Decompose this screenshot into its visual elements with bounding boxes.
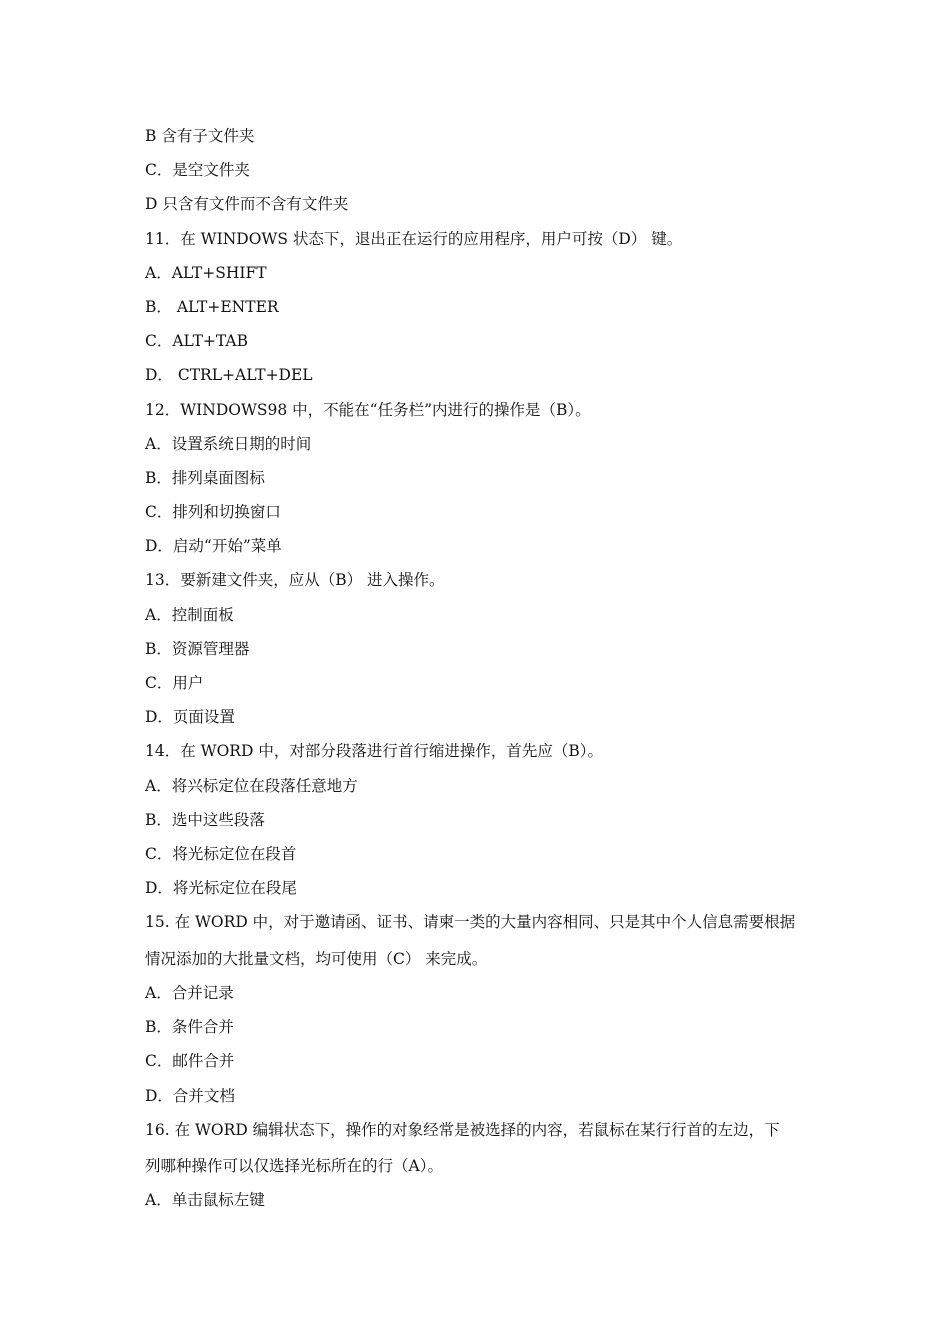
question-15 (145, 910, 810, 971)
option-b-q11: B． ALT+ENTER (145, 297, 279, 316)
option-d-q10: D 只含有文件而不含有文件夹 (145, 195, 349, 214)
question-13: 13．要新建文件夹，应从（B） 进入操作。 (145, 571, 445, 590)
option-b-q15: B．条件合并 (145, 1018, 234, 1037)
question-11: 11．在 WINDOWS 状态下，退出正在运行的应用程序，用户可按（D） 键。 (145, 229, 683, 248)
option-c-q15: C．邮件合并 (145, 1052, 235, 1071)
option-c-q10: C．是空文件夹 (145, 161, 250, 180)
option-d-q11: D． CTRL+ALT+DEL (145, 366, 313, 385)
option-a-q13: A．控制面板 (145, 605, 234, 624)
question-15-line-2: 情况添加的大批量文档，均可使用（C） 来完成。 (145, 949, 488, 968)
option-c-q11: C．ALT+TAB (145, 332, 248, 351)
option-b-q13: B．资源管理器 (145, 639, 250, 658)
question-16-line-2: 列哪种操作可以仅选择光标所在的行（A）。 (145, 1157, 443, 1176)
option-a-q16: A．单击鼠标左键 (145, 1191, 265, 1210)
document-body (145, 124, 810, 1223)
option-b-q12: B．排列桌面图标 (145, 468, 265, 487)
option-d-q15: D．合并文档 (145, 1086, 235, 1105)
option-b-q14: B．选中这些段落 (145, 810, 265, 829)
option-c-q14: C．将光标定位在段首 (145, 844, 297, 863)
option-a-q11: A．ALT+SHIFT (145, 263, 267, 282)
option-d-q12: D．启动“开始”菜单 (145, 537, 282, 556)
question-16 (145, 1118, 810, 1179)
option-a-q14: A．将兴标定位在段落任意地方 (145, 776, 358, 795)
question-16-line-1: 16. 在 WORD 编辑状态下，操作的对象经常是被选择的内容，若鼠标在某行行首的左边，下 (145, 1120, 780, 1139)
question-14: 14．在 WORD 中，对部分段落进行首行缩进操作，首先应（B）。 (145, 742, 603, 761)
option-b-q10: B 含有子文件夹 (145, 127, 255, 145)
question-15-line-1: 15. 在 WORD 中，对于邀请函、证书、请柬一类的大量内容相同、只是其中个人信息需要根据 (145, 913, 796, 932)
option-c-q13: C．用户 (145, 674, 204, 692)
question-12: 12．WINDOWS98 中，不能在“任务栏”内进行的操作是（B）。 (145, 400, 591, 419)
option-d-q14: D．将光标定位在段尾 (145, 879, 297, 898)
option-d-q13: D．页面设置 (145, 708, 235, 727)
option-a-q15: A．合并记录 (145, 984, 234, 1002)
option-c-q12: C．排列和切换窗口 (145, 503, 281, 522)
option-a-q12: A．设置系统日期的时间 (145, 434, 312, 453)
